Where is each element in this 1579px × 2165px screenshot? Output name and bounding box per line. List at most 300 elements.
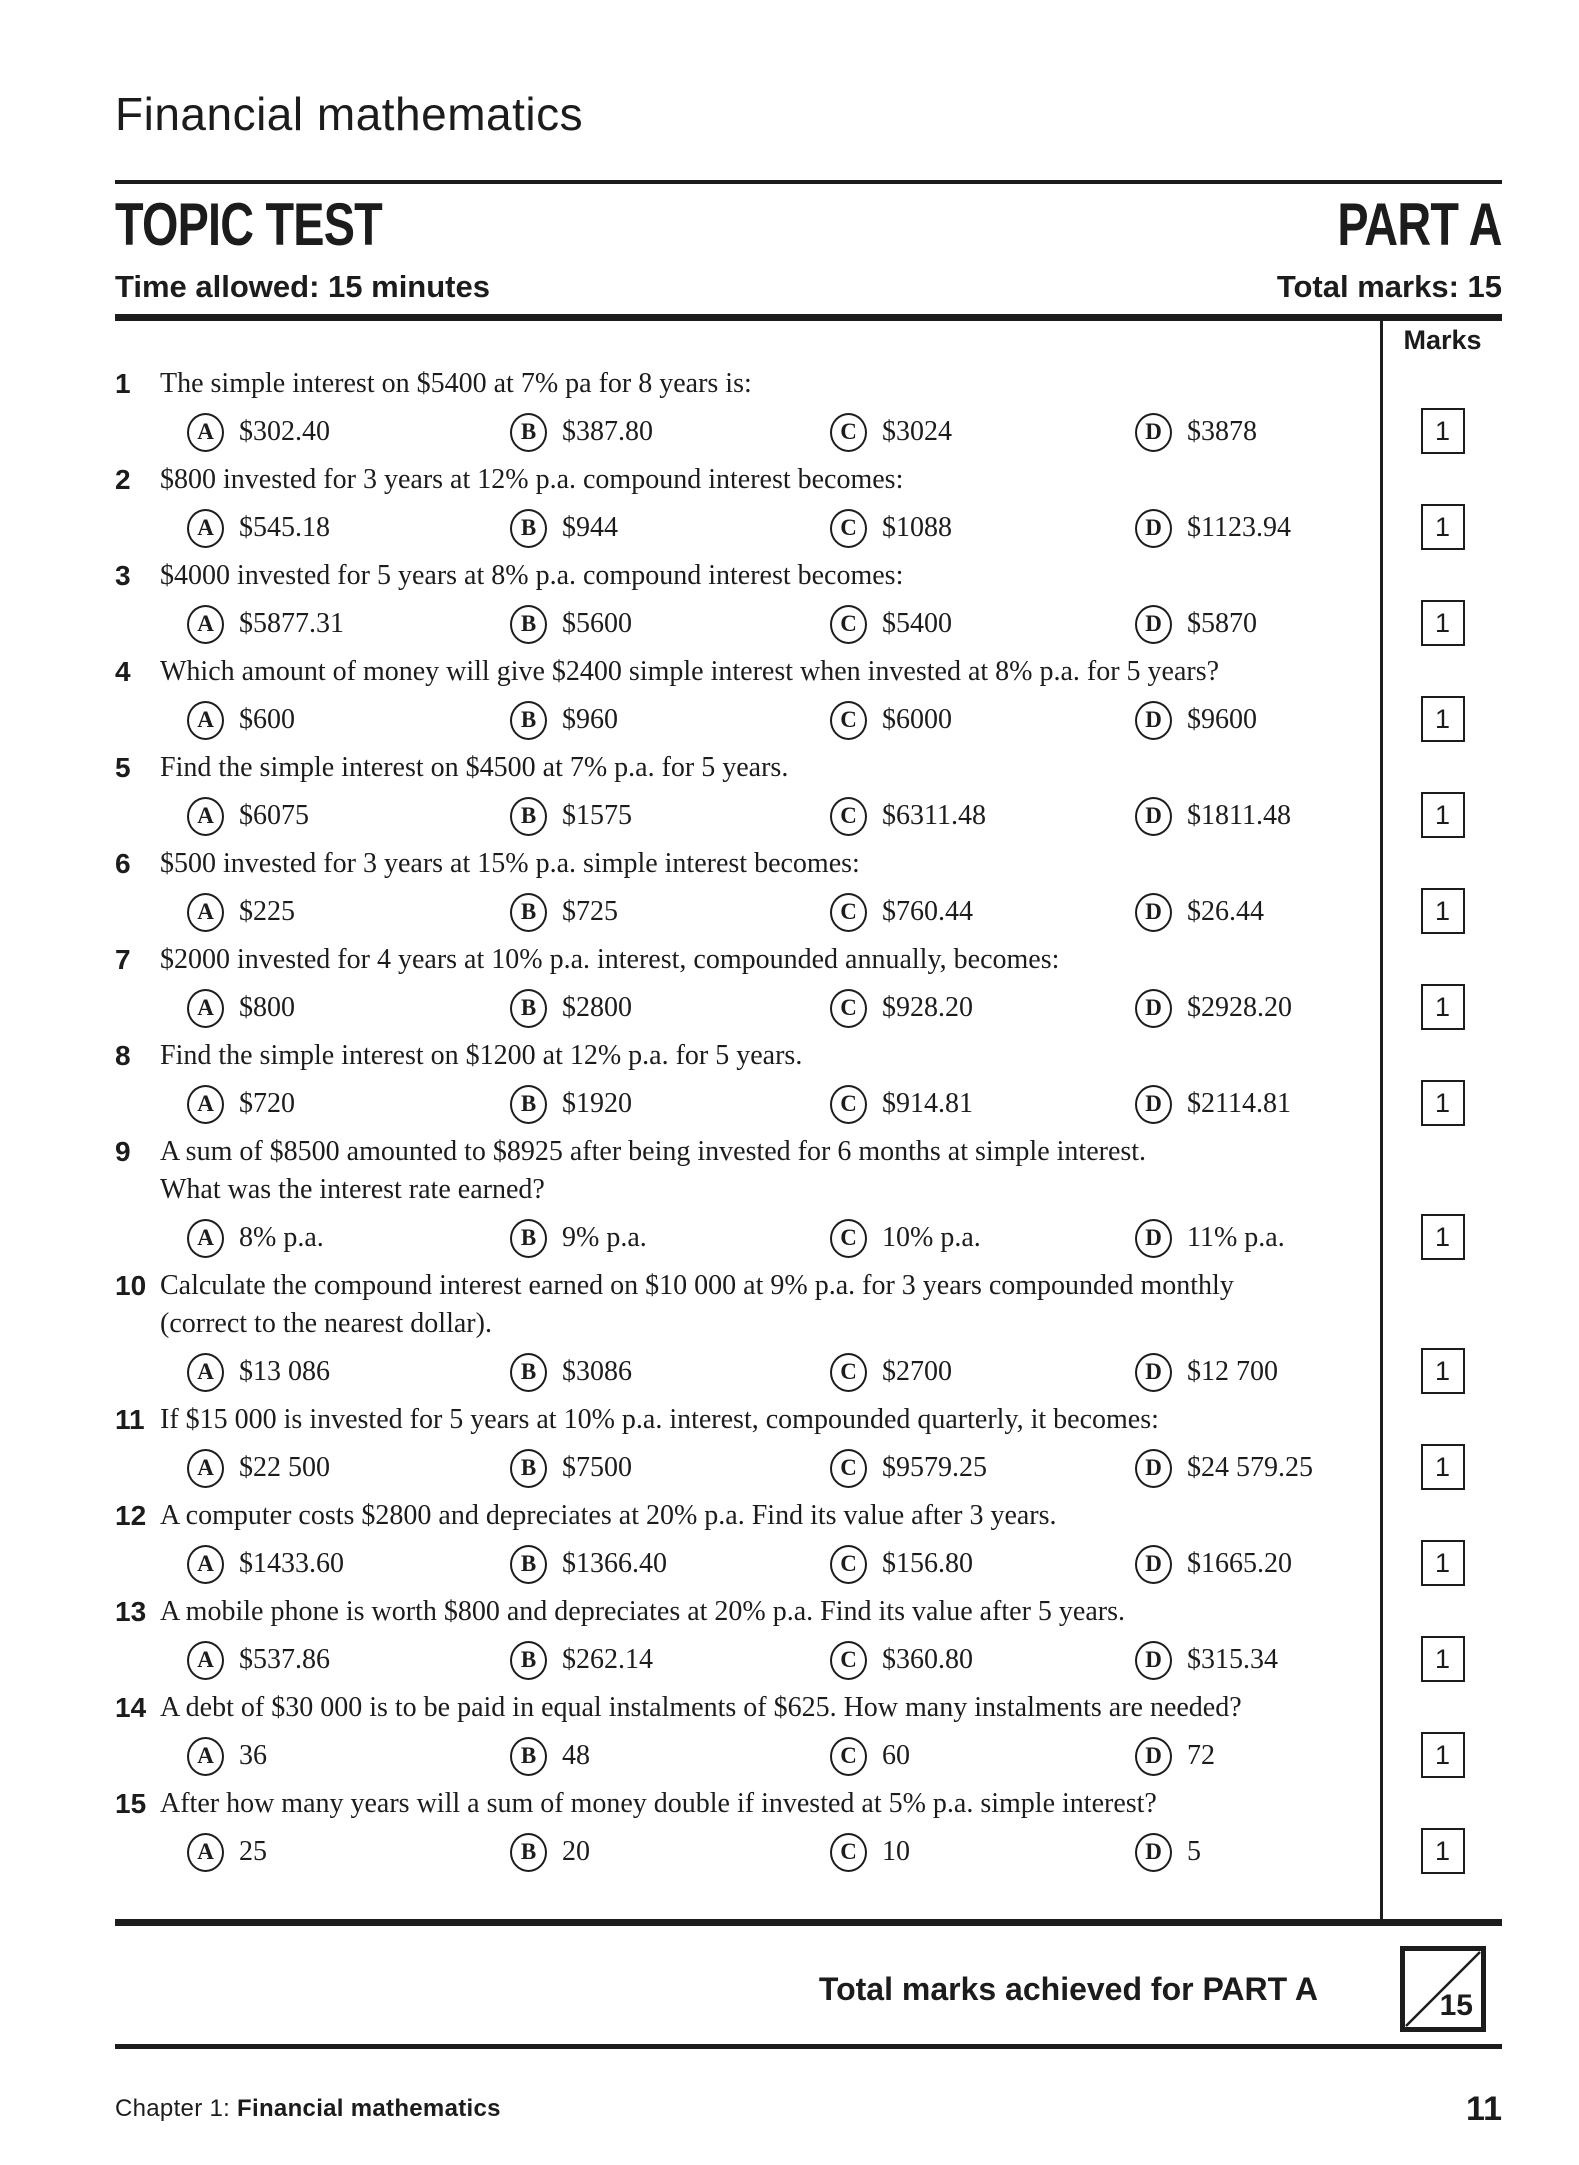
answer-option <box>187 1219 510 1258</box>
answer-option <box>1135 1641 1364 1680</box>
mark-value-box: 1 <box>1421 792 1465 838</box>
question-row <box>115 1401 1502 1497</box>
option-letter-circle: A <box>187 1219 224 1258</box>
marks-column-header: Marks <box>1380 321 1502 365</box>
option-letter-circle: C <box>830 797 867 836</box>
option-value: $9579.25 <box>882 1452 987 1483</box>
mark-value-box: 1 <box>1421 1636 1465 1682</box>
question-number: 4 <box>115 656 131 687</box>
answer-option <box>510 797 830 836</box>
question-row <box>115 653 1502 749</box>
marks-cell <box>1380 1037 1502 1133</box>
answer-option <box>830 1353 1135 1392</box>
marks-cell <box>1380 1497 1502 1593</box>
option-value: 10% p.a. <box>882 1222 981 1253</box>
answer-options <box>187 691 1364 749</box>
answer-option <box>830 1737 1135 1776</box>
answer-option <box>830 413 1135 452</box>
total-row <box>115 1946 1502 2032</box>
question-text: $4000 invested for 5 years at 8% p.a. compound interest becomes: <box>160 560 904 591</box>
option-value: $1665.20 <box>1187 1548 1292 1579</box>
option-letter-circle: A <box>187 797 224 836</box>
question-text: Find the simple interest on $1200 at 12% p.a. for 5 years. <box>160 1040 803 1071</box>
option-value: $387.80 <box>562 416 653 447</box>
question-text: Find the simple interest on $4500 at 7% p.a. for 5 years. <box>160 752 789 783</box>
answer-option <box>1135 1219 1364 1258</box>
option-letter-circle: C <box>830 701 867 740</box>
option-value: $2928.20 <box>1187 992 1292 1023</box>
answer-option <box>1135 1737 1364 1776</box>
table-bottom-divider <box>115 1919 1502 1926</box>
option-value: $6000 <box>882 704 952 735</box>
answer-options <box>187 1343 1364 1401</box>
question-row <box>115 1689 1502 1785</box>
topic-test-heading: TOPIC TEST <box>115 191 382 258</box>
option-value: $944 <box>562 512 618 543</box>
question-text: Calculate the compound interest earned on $10 000 at 9% p.a. for 3 years compounded monthly <box>160 1270 1234 1301</box>
option-letter-circle: D <box>1135 605 1172 644</box>
option-letter-circle: C <box>830 1353 867 1392</box>
total-achieved-label: Total marks achieved for PART A <box>818 1970 1318 2007</box>
answer-option <box>830 1449 1135 1488</box>
answer-option <box>510 1833 830 1872</box>
question-row <box>115 1037 1502 1133</box>
question-body <box>115 1689 1380 1785</box>
question-text: A sum of $8500 amounted to $8925 after being invested for 6 months at simple interest. <box>160 1136 1147 1167</box>
total-box-denominator: 15 <box>1439 1989 1473 2022</box>
answer-option <box>1135 989 1364 1028</box>
option-letter-circle: C <box>830 605 867 644</box>
table-filler-row <box>115 1881 1502 1919</box>
question-number: 11 <box>115 1404 145 1435</box>
option-letter-circle: D <box>1135 797 1172 836</box>
answer-option <box>830 509 1135 548</box>
answer-option <box>510 989 830 1028</box>
option-value: $262.14 <box>562 1644 653 1675</box>
mark-value-box: 1 <box>1421 1828 1465 1874</box>
answer-option <box>830 1545 1135 1584</box>
option-value: $6075 <box>239 800 309 831</box>
marks-cell <box>1380 1267 1502 1401</box>
footer-divider <box>115 2044 1502 2049</box>
question-body <box>115 557 1380 653</box>
option-value: $914.81 <box>882 1088 973 1119</box>
option-letter-circle: D <box>1135 509 1172 548</box>
option-value: 5 <box>1187 1836 1201 1867</box>
option-value: $1811.48 <box>1187 800 1291 831</box>
option-value: $5400 <box>882 608 952 639</box>
question-number: 8 <box>115 1040 131 1071</box>
option-value: $302.40 <box>239 416 330 447</box>
option-value: $960 <box>562 704 618 735</box>
option-letter-circle: D <box>1135 1353 1172 1392</box>
question-number: 9 <box>115 1136 131 1167</box>
answer-option <box>1135 1353 1364 1392</box>
question-number: 10 <box>115 1270 147 1301</box>
option-value: $24 579.25 <box>1187 1452 1313 1483</box>
option-letter-circle: A <box>187 701 224 740</box>
answer-options <box>187 1823 1364 1881</box>
answer-option <box>510 1737 830 1776</box>
question-row <box>115 1593 1502 1689</box>
option-letter-circle: B <box>510 893 547 932</box>
chapter-reference <box>115 2095 501 2123</box>
option-value: $315.34 <box>1187 1644 1278 1675</box>
marks-cell <box>1380 1689 1502 1785</box>
option-letter-circle: D <box>1135 1545 1172 1584</box>
question-text-continued: (correct to the nearest dollar). <box>160 1308 492 1339</box>
answer-option <box>510 1085 830 1124</box>
marks-cell <box>1380 941 1502 1037</box>
question-body <box>115 365 1380 461</box>
option-value: $6311.48 <box>882 800 986 831</box>
answer-option <box>830 1085 1135 1124</box>
answer-option <box>1135 605 1364 644</box>
option-value: $720 <box>239 1088 295 1119</box>
question-body <box>115 1401 1380 1497</box>
mark-value-box: 1 <box>1421 1348 1465 1394</box>
answer-option <box>187 1449 510 1488</box>
answer-option <box>510 1219 830 1258</box>
answer-option <box>187 1833 510 1872</box>
question-row <box>115 461 1502 557</box>
option-letter-circle: A <box>187 893 224 932</box>
option-letter-circle: B <box>510 701 547 740</box>
question-body <box>115 1037 1380 1133</box>
answer-option <box>830 1219 1135 1258</box>
question-number: 2 <box>115 464 131 495</box>
option-value: 8% p.a. <box>239 1222 324 1253</box>
answer-option <box>187 1641 510 1680</box>
option-value: $800 <box>239 992 295 1023</box>
mark-value-box: 1 <box>1421 600 1465 646</box>
option-value: $928.20 <box>882 992 973 1023</box>
answer-option <box>1135 701 1364 740</box>
question-body <box>115 941 1380 1037</box>
option-letter-circle: D <box>1135 989 1172 1028</box>
answer-option <box>187 509 510 548</box>
mark-value-box: 1 <box>1421 1732 1465 1778</box>
option-value: $3086 <box>562 1356 632 1387</box>
mark-value-box: 1 <box>1421 984 1465 1030</box>
question-row <box>115 1133 1502 1267</box>
answer-option <box>187 605 510 644</box>
option-letter-circle: A <box>187 1085 224 1124</box>
chapter-prefix: Chapter 1: <box>115 2095 231 2122</box>
option-value: $545.18 <box>239 512 330 543</box>
answer-option <box>510 701 830 740</box>
mark-value-box: 1 <box>1421 1080 1465 1126</box>
answer-option <box>830 1833 1135 1872</box>
answer-options <box>187 1209 1364 1267</box>
answer-option <box>187 989 510 1028</box>
option-value: $12 700 <box>1187 1356 1278 1387</box>
question-text-continued: What was the interest rate earned? <box>160 1174 545 1205</box>
marks-cell <box>1380 845 1502 941</box>
option-value: $1433.60 <box>239 1548 344 1579</box>
option-value: $3024 <box>882 416 952 447</box>
option-value: 9% p.a. <box>562 1222 647 1253</box>
option-value: $225 <box>239 896 295 927</box>
option-letter-circle: B <box>510 1737 547 1776</box>
mark-value-box: 1 <box>1421 1540 1465 1586</box>
option-value: 25 <box>239 1836 267 1867</box>
option-letter-circle: C <box>830 1641 867 1680</box>
marks-cell <box>1380 749 1502 845</box>
question-number: 5 <box>115 752 131 783</box>
option-value: $22 500 <box>239 1452 330 1483</box>
question-row <box>115 557 1502 653</box>
answer-option <box>187 701 510 740</box>
question-body <box>115 461 1380 557</box>
option-letter-circle: A <box>187 1641 224 1680</box>
option-value: 36 <box>239 1740 267 1771</box>
option-letter-circle: B <box>510 509 547 548</box>
question-body <box>115 845 1380 941</box>
answer-option <box>830 605 1135 644</box>
marks-cell <box>1380 1133 1502 1267</box>
question-text: $500 invested for 3 years at 15% p.a. simple interest becomes: <box>160 848 860 879</box>
option-letter-circle: A <box>187 413 224 452</box>
page-title: Financial mathematics <box>115 88 584 140</box>
option-value: $5877.31 <box>239 608 344 639</box>
mark-value-box: 1 <box>1421 888 1465 934</box>
mark-value-box: 1 <box>1421 408 1465 454</box>
marks-header-row <box>115 321 1502 365</box>
option-value: $360.80 <box>882 1644 973 1675</box>
option-letter-circle: D <box>1135 1449 1172 1488</box>
question-text: A debt of $30 000 is to be paid in equal instalments of $625. How many instalments are needed? <box>160 1692 1242 1723</box>
option-letter-circle: C <box>830 1737 867 1776</box>
option-letter-circle: C <box>830 893 867 932</box>
mark-value-box: 1 <box>1421 504 1465 550</box>
part-heading: PART A <box>1337 191 1502 258</box>
question-body <box>115 1785 1380 1881</box>
option-letter-circle: D <box>1135 1641 1172 1680</box>
marks-cell <box>1380 1785 1502 1881</box>
question-number: 12 <box>115 1500 147 1531</box>
time-allowed-label: Time allowed: 15 minutes <box>115 269 490 304</box>
question-body <box>115 1267 1380 1401</box>
answer-option <box>187 1353 510 1392</box>
option-value: $2700 <box>882 1356 952 1387</box>
question-text: $2000 invested for 4 years at 10% p.a. interest, compounded annually, becomes: <box>160 944 1060 975</box>
option-value: 48 <box>562 1740 590 1771</box>
option-value: $156.80 <box>882 1548 973 1579</box>
question-number: 3 <box>115 560 131 591</box>
header-divider <box>115 314 1502 321</box>
answer-options <box>187 595 1364 653</box>
option-value: $725 <box>562 896 618 927</box>
answer-option <box>1135 1085 1364 1124</box>
marks-cell <box>1380 1593 1502 1689</box>
answer-option <box>510 509 830 548</box>
option-letter-circle: D <box>1135 1737 1172 1776</box>
answer-option <box>187 413 510 452</box>
question-text: $800 invested for 3 years at 12% p.a. compound interest becomes: <box>160 464 904 495</box>
option-value: $1575 <box>562 800 632 831</box>
answer-option <box>1135 1833 1364 1872</box>
option-letter-circle: A <box>187 509 224 548</box>
answer-options <box>187 1075 1364 1133</box>
question-body <box>115 653 1380 749</box>
option-letter-circle: C <box>830 1833 867 1872</box>
mark-value-box: 1 <box>1421 1214 1465 1260</box>
answer-options <box>187 883 1364 941</box>
answer-option <box>830 893 1135 932</box>
question-table <box>115 321 1502 1919</box>
answer-option <box>1135 893 1364 932</box>
option-letter-circle: A <box>187 989 224 1028</box>
option-letter-circle: C <box>830 1219 867 1258</box>
option-letter-circle: A <box>187 1737 224 1776</box>
question-number: 14 <box>115 1692 147 1723</box>
question-body <box>115 1133 1380 1267</box>
option-value: 11% p.a. <box>1187 1222 1285 1253</box>
question-number: 1 <box>115 368 131 399</box>
option-letter-circle: D <box>1135 1085 1172 1124</box>
option-value: $2114.81 <box>1187 1088 1291 1119</box>
answer-option <box>187 893 510 932</box>
question-number: 6 <box>115 848 131 879</box>
option-letter-circle: B <box>510 1353 547 1392</box>
answer-option <box>1135 797 1364 836</box>
answer-option <box>830 797 1135 836</box>
option-letter-circle: B <box>510 413 547 452</box>
option-letter-circle: D <box>1135 1833 1172 1872</box>
answer-option <box>830 701 1135 740</box>
question-text: A mobile phone is worth $800 and depreciates at 20% p.a. Find its value after 5 years. <box>160 1596 1125 1627</box>
answer-option <box>830 1641 1135 1680</box>
option-value: $1920 <box>562 1088 632 1119</box>
question-number: 15 <box>115 1788 147 1819</box>
answer-option <box>187 1545 510 1584</box>
option-letter-circle: B <box>510 797 547 836</box>
option-letter-circle: B <box>510 605 547 644</box>
option-value: $2800 <box>562 992 632 1023</box>
option-letter-circle: B <box>510 1545 547 1584</box>
option-letter-circle: A <box>187 1833 224 1872</box>
answer-options <box>187 1727 1364 1785</box>
option-value: $1123.94 <box>1187 512 1291 543</box>
option-value: $26.44 <box>1187 896 1264 927</box>
answer-option <box>510 605 830 644</box>
option-value: $760.44 <box>882 896 973 927</box>
option-value: $1088 <box>882 512 952 543</box>
answer-option <box>510 1353 830 1392</box>
total-marks-label: Total marks: 15 <box>1276 269 1502 304</box>
option-value: $5600 <box>562 608 632 639</box>
option-letter-circle: C <box>830 1545 867 1584</box>
answer-option <box>510 1545 830 1584</box>
question-text: If $15 000 is invested for 5 years at 10% p.a. interest, compounded quarterly, it becomes: <box>160 1404 1159 1435</box>
answer-options <box>187 499 1364 557</box>
option-value: 72 <box>1187 1740 1215 1771</box>
total-score-box <box>1400 1946 1486 2032</box>
option-letter-circle: B <box>510 1085 547 1124</box>
question-text: A computer costs $2800 and depreciates at 20% p.a. Find its value after 3 years. <box>160 1500 1057 1531</box>
option-value: 20 <box>562 1836 590 1867</box>
question-number: 13 <box>115 1596 147 1627</box>
option-letter-circle: D <box>1135 413 1172 452</box>
question-text: Which amount of money will give $2400 simple interest when invested at 8% p.a. for 5 years? <box>160 656 1220 687</box>
answer-option <box>510 1641 830 1680</box>
question-row <box>115 1497 1502 1593</box>
question-text: After how many years will a sum of money double if invested at 5% p.a. simple interest? <box>160 1788 1157 1819</box>
answer-option <box>187 1737 510 1776</box>
option-letter-circle: B <box>510 1449 547 1488</box>
question-row <box>115 941 1502 1037</box>
option-letter-circle: B <box>510 1641 547 1680</box>
question-row <box>115 1267 1502 1401</box>
question-row <box>115 365 1502 461</box>
question-row <box>115 845 1502 941</box>
answer-option <box>187 797 510 836</box>
question-number: 7 <box>115 944 131 975</box>
answer-option <box>1135 1449 1364 1488</box>
option-letter-circle: B <box>510 1833 547 1872</box>
option-value: $9600 <box>1187 704 1257 735</box>
answer-option <box>830 989 1135 1028</box>
option-value: $3878 <box>1187 416 1257 447</box>
page-number: 11 <box>1466 2089 1502 2128</box>
question-text: The simple interest on $5400 at 7% pa for 8 years is: <box>160 368 752 399</box>
option-letter-circle: C <box>830 989 867 1028</box>
option-letter-circle: D <box>1135 893 1172 932</box>
answer-option <box>187 1085 510 1124</box>
answer-options <box>187 1439 1364 1497</box>
option-value: 60 <box>882 1740 910 1771</box>
option-letter-circle: A <box>187 605 224 644</box>
answer-option <box>510 1449 830 1488</box>
answer-options <box>187 979 1364 1037</box>
option-value: $5870 <box>1187 608 1257 639</box>
option-letter-circle: A <box>187 1353 224 1392</box>
question-body <box>115 1593 1380 1689</box>
answer-options <box>187 1631 1364 1689</box>
answer-options <box>187 787 1364 845</box>
marks-cell <box>1380 461 1502 557</box>
question-row <box>115 749 1502 845</box>
option-letter-circle: C <box>830 413 867 452</box>
option-letter-circle: B <box>510 1219 547 1258</box>
mark-value-box: 1 <box>1421 1444 1465 1490</box>
answer-option <box>1135 1545 1364 1584</box>
marks-cell <box>1380 1401 1502 1497</box>
title-divider <box>115 180 1502 184</box>
chapter-title: Financial mathematics <box>237 2095 501 2122</box>
question-body <box>115 749 1380 845</box>
answer-option <box>1135 413 1364 452</box>
option-letter-circle: B <box>510 989 547 1028</box>
mark-value-box: 1 <box>1421 696 1465 742</box>
answer-option <box>1135 509 1364 548</box>
answer-option <box>510 893 830 932</box>
option-letter-circle: C <box>830 1449 867 1488</box>
option-value: 10 <box>882 1836 910 1867</box>
option-value: $7500 <box>562 1452 632 1483</box>
option-value: $13 086 <box>239 1356 330 1387</box>
option-letter-circle: D <box>1135 1219 1172 1258</box>
option-letter-circle: D <box>1135 701 1172 740</box>
option-letter-circle: C <box>830 509 867 548</box>
option-value: $1366.40 <box>562 1548 667 1579</box>
option-value: $600 <box>239 704 295 735</box>
option-value: $537.86 <box>239 1644 330 1675</box>
answer-options <box>187 1535 1364 1593</box>
marks-cell <box>1380 365 1502 461</box>
question-row <box>115 1785 1502 1881</box>
